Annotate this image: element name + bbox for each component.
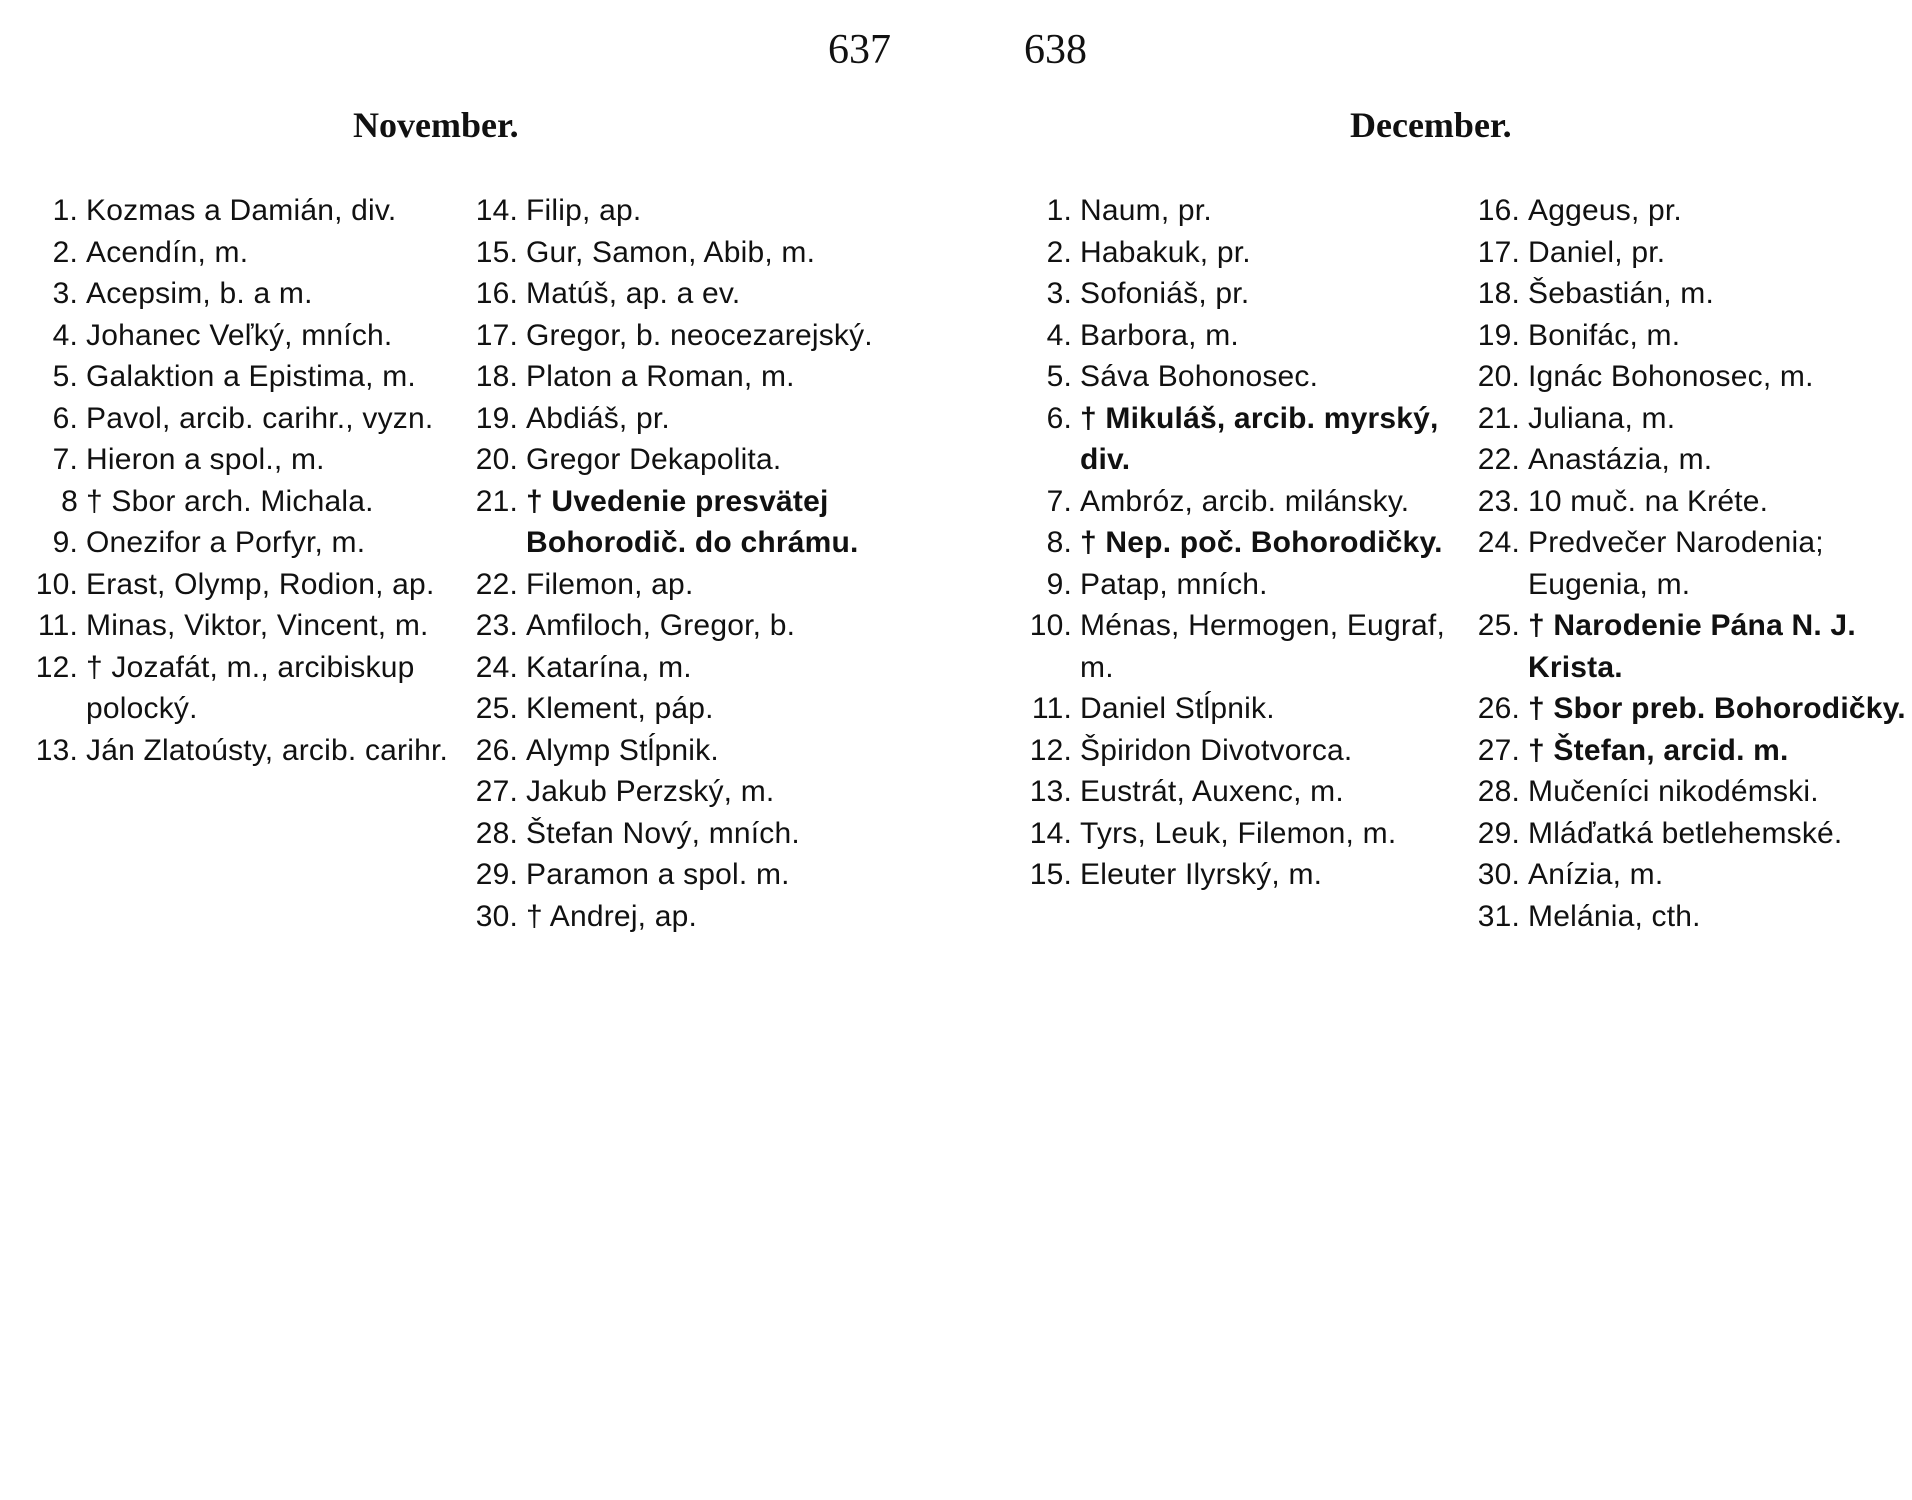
entry-day-number: 23. (475, 609, 518, 642)
entry-day-number: 12. (1029, 733, 1072, 767)
entry-day-number: 3. (1046, 277, 1072, 310)
entry-day-number: 11. (37, 609, 78, 642)
calendar-entry (28, 315, 458, 357)
calendar-entry (1022, 605, 1462, 688)
calendar-entry (28, 356, 458, 398)
calendar-entry (1022, 190, 1462, 232)
entry-day-number: 4. (1046, 318, 1072, 352)
calendar-entry (468, 273, 908, 315)
calendar-entry (468, 647, 908, 689)
entry-day-number: 26. (1477, 692, 1520, 725)
entry-day-number: 10. (35, 567, 78, 601)
entry-day-number: 7. (52, 443, 78, 476)
entry-saint-name: Bonifác, m. (1528, 318, 1681, 352)
calendar-entry (28, 605, 458, 647)
calendar-entry (468, 688, 908, 730)
calendar-entry (1022, 356, 1462, 398)
entry-saint-name: Aggeus, pr. (1528, 194, 1682, 227)
calendar-entry (1022, 771, 1462, 813)
entry-saint-name: † Jozafát, m., arcibiskup polocký. (86, 650, 415, 725)
calendar-entry (1022, 813, 1462, 855)
entry-day-number: 26. (475, 733, 518, 767)
calendar-entry (1470, 273, 1910, 315)
entry-day-number: 21. (1477, 401, 1520, 435)
calendar-entry (1470, 730, 1910, 772)
entry-saint-name: Eleuter Ilyrský, m. (1080, 858, 1323, 891)
calendar-entry (28, 522, 458, 564)
entry-day-number: 20. (475, 443, 518, 476)
calendar-entry (468, 564, 908, 606)
entry-saint-name: † Mikuláš, arcib. myrský, div. (1080, 401, 1439, 476)
calendar-entry (1470, 605, 1910, 688)
entry-saint-name: † Štefan, arcid. m. (1528, 733, 1789, 767)
calendar-entry (468, 896, 908, 938)
entry-saint-name: Acepsim, b. a m. (86, 277, 313, 310)
entry-saint-name: Naum, pr. (1080, 194, 1212, 227)
entry-saint-name: Eustrát, Auxenc, m. (1080, 775, 1344, 808)
entry-saint-name: † Narodenie Pána N. J. Krista. (1528, 609, 1856, 684)
entry-saint-name: Anízia, m. (1528, 858, 1664, 891)
month-title-november: November. (353, 105, 519, 145)
entry-saint-name: Barbora, m. (1080, 318, 1239, 352)
entry-saint-name: Kozmas a Damián, div. (86, 194, 397, 227)
calendar-entry (1470, 190, 1910, 232)
entry-saint-name: Melánia, cth. (1528, 899, 1701, 933)
calendar-entry (1470, 771, 1910, 813)
entry-day-number: 19. (1477, 318, 1520, 352)
entry-saint-name: Johanec Veľký, mních. (86, 318, 393, 352)
calendar-entry (468, 315, 908, 357)
calendar-entry (468, 190, 908, 232)
entry-day-number: 16. (1477, 194, 1520, 227)
calendar-entry (1022, 730, 1462, 772)
calendar-entry (28, 730, 458, 772)
calendar-entry (1470, 481, 1910, 523)
entry-saint-name: Platon a Roman, m. (526, 360, 795, 393)
calendar-entry (1470, 896, 1910, 938)
entry-day-number: 2. (52, 235, 78, 269)
calendar-entry (28, 564, 458, 606)
entry-day-number: 8 (61, 484, 78, 518)
entry-day-number: 29. (475, 858, 518, 891)
entry-saint-name: Amfiloch, Gregor, b. (526, 609, 796, 642)
entry-day-number: 22. (475, 567, 518, 601)
calendar-entry (1470, 688, 1910, 730)
entry-saint-name: † Sbor arch. Michala. (86, 484, 374, 518)
entry-saint-name: 10 muč. na Kréte. (1528, 484, 1769, 518)
calendar-entry (1470, 398, 1910, 440)
entry-saint-name: Matúš, ap. a ev. (526, 277, 741, 310)
entry-saint-name: Erast, Olymp, Rodion, ap. (86, 567, 435, 601)
calendar-entry (468, 398, 908, 440)
entry-saint-name: Filip, ap. (526, 194, 642, 227)
entry-day-number: 14. (475, 194, 518, 227)
calendar-entry (28, 439, 458, 481)
entry-day-number: 25. (1477, 609, 1520, 642)
entry-saint-name: † Sbor preb. Bohorodičky. (1528, 692, 1906, 725)
calendar-entry (468, 771, 908, 813)
entry-saint-name: Katarína, m. (526, 650, 692, 684)
december-column-1 (1022, 190, 1462, 896)
calendar-entry (1470, 356, 1910, 398)
entry-saint-name: Mláďatká betlehemské. (1528, 816, 1843, 850)
entry-day-number: 28. (1477, 775, 1520, 808)
page-number-right: 638 (1024, 27, 1087, 73)
entry-saint-name: Abdiáš, pr. (526, 401, 670, 435)
entry-saint-name: Patap, mních. (1080, 567, 1268, 601)
entry-day-number: 17. (1477, 235, 1520, 269)
entry-day-number: 15. (475, 235, 518, 269)
entry-day-number: 14. (1029, 816, 1072, 850)
calendar-entry (468, 854, 908, 896)
month-title-december: December. (1350, 105, 1512, 145)
calendar-entry (1022, 564, 1462, 606)
entry-saint-name: Špiridon Divotvorca. (1080, 733, 1353, 767)
entry-day-number: 22. (1477, 443, 1520, 476)
entry-saint-name: Tyrs, Leuk, Filemon, m. (1080, 816, 1397, 850)
entry-saint-name: Juliana, m. (1528, 401, 1676, 435)
entry-day-number: 21. (475, 484, 518, 518)
calendar-entry (1470, 813, 1910, 855)
entry-saint-name: † Andrej, ap. (526, 899, 698, 933)
entry-day-number: 23. (1477, 484, 1520, 518)
entry-day-number: 17. (475, 318, 518, 352)
entry-saint-name: Gregor Dekapolita. (526, 443, 782, 476)
entry-day-number: 20. (1477, 360, 1520, 393)
entry-day-number: 9. (52, 526, 78, 559)
entry-saint-name: Gregor, b. neocezarejský. (526, 318, 873, 352)
entry-saint-name: Pavol, arcib. carihr., vyzn. (86, 401, 434, 435)
entry-saint-name: Daniel, pr. (1528, 235, 1666, 269)
calendar-entry (468, 605, 908, 647)
calendar-entry (28, 481, 458, 523)
calendar-entry (468, 356, 908, 398)
calendar-entry (1022, 481, 1462, 523)
entry-day-number: 4. (52, 318, 78, 352)
entry-day-number: 28. (475, 816, 518, 850)
entry-saint-name: Galaktion a Epistima, m. (86, 360, 416, 393)
entry-day-number: 25. (475, 692, 518, 725)
entry-saint-name: † Uvedenie presvätej Bohorodič. do chrámu. (526, 484, 859, 559)
entry-day-number: 29. (1477, 816, 1520, 850)
entry-day-number: 19. (475, 401, 518, 435)
entry-day-number: 8. (1046, 526, 1072, 559)
entry-saint-name: Predvečer Narodenia; Eugenia, m. (1528, 526, 1824, 601)
entry-saint-name: Štefan Nový, mních. (526, 816, 800, 850)
page-number-left: 637 (828, 27, 891, 73)
calendar-entry (1022, 522, 1462, 564)
entry-day-number: 10. (1029, 609, 1072, 642)
entry-day-number: 5. (52, 360, 78, 393)
entry-saint-name: Šebastián, m. (1528, 277, 1715, 310)
entry-day-number: 2. (1046, 235, 1072, 269)
entry-day-number: 24. (475, 650, 518, 684)
entry-saint-name: Habakuk, pr. (1080, 235, 1251, 269)
calendar-entry (1470, 439, 1910, 481)
entry-day-number: 18. (475, 360, 518, 393)
entry-saint-name: Daniel Stĺpnik. (1080, 692, 1275, 725)
entry-day-number: 1. (1046, 194, 1072, 227)
entry-day-number: 7. (1046, 484, 1072, 518)
entry-day-number: 27. (1477, 733, 1520, 767)
entry-saint-name: Ménas, Hermogen, Eugraf, m. (1080, 609, 1445, 684)
entry-day-number: 13. (35, 733, 78, 767)
entry-day-number: 15. (1029, 858, 1072, 891)
calendar-entry (468, 813, 908, 855)
entry-saint-name: Mučeníci nikodémski. (1528, 775, 1819, 808)
calendar-entry (1470, 522, 1910, 605)
calendar-entry (28, 190, 458, 232)
entry-day-number: 6. (52, 401, 78, 435)
entry-saint-name: Ján Zlatoústy, arcib. carihr. (86, 733, 449, 767)
entry-saint-name: Gur, Samon, Abib, m. (526, 235, 816, 269)
calendar-entry (28, 232, 458, 274)
calendar-entry (1022, 232, 1462, 274)
calendar-entry (28, 647, 458, 730)
entry-saint-name: Filemon, ap. (526, 567, 694, 601)
entry-saint-name: Alymp Stĺpnik. (526, 733, 719, 767)
entry-day-number: 6. (1046, 401, 1072, 435)
entry-saint-name: Sáva Bohonosec. (1080, 360, 1319, 393)
calendar-entry (1022, 398, 1462, 481)
entry-saint-name: Anastázia, m. (1528, 443, 1713, 476)
entry-saint-name: Ambróz, arcib. milánsky. (1080, 484, 1410, 518)
entry-saint-name: Minas, Viktor, Vincent, m. (86, 609, 429, 642)
calendar-entry (468, 232, 908, 274)
calendar-entry (1022, 854, 1462, 896)
entry-day-number: 27. (475, 775, 518, 808)
calendar-entry (468, 481, 908, 564)
calendar-entry (1470, 315, 1910, 357)
entry-day-number: 31. (1477, 899, 1520, 933)
entry-saint-name: Acendín, m. (86, 235, 249, 269)
entry-day-number: 18. (1477, 277, 1520, 310)
calendar-entry (468, 730, 908, 772)
entry-saint-name: Hieron a spol., m. (86, 443, 325, 476)
november-column-1 (28, 190, 458, 771)
entry-saint-name: Sofoniáš, pr. (1080, 277, 1250, 310)
entry-day-number: 1. (52, 194, 78, 227)
november-column-2 (468, 190, 908, 937)
entry-day-number: 24. (1477, 526, 1520, 559)
entry-day-number: 5. (1046, 360, 1072, 393)
december-column-2 (1470, 190, 1910, 937)
entry-saint-name: Ignác Bohonosec, m. (1528, 360, 1814, 393)
entry-day-number: 3. (52, 277, 78, 310)
entry-day-number: 11. (1031, 692, 1072, 725)
calendar-entry (1022, 273, 1462, 315)
calendar-entry (28, 398, 458, 440)
calendar-entry (1470, 854, 1910, 896)
entry-saint-name: † Nep. poč. Bohorodičky. (1080, 526, 1443, 559)
calendar-entry (1022, 315, 1462, 357)
entry-saint-name: Jakub Perzský, m. (526, 775, 775, 808)
entry-day-number: 30. (1477, 858, 1520, 891)
entry-day-number: 30. (475, 899, 518, 933)
entry-day-number: 12. (35, 650, 78, 684)
entry-day-number: 9. (1046, 567, 1072, 601)
entry-saint-name: Paramon a spol. m. (526, 858, 790, 891)
entry-saint-name: Onezifor a Porfyr, m. (86, 526, 366, 559)
calendar-entry (1470, 232, 1910, 274)
entry-saint-name: Klement, páp. (526, 692, 714, 725)
entry-day-number: 13. (1029, 775, 1072, 808)
calendar-entry (1022, 688, 1462, 730)
entry-day-number: 16. (475, 277, 518, 310)
calendar-entry (28, 273, 458, 315)
calendar-entry (468, 439, 908, 481)
